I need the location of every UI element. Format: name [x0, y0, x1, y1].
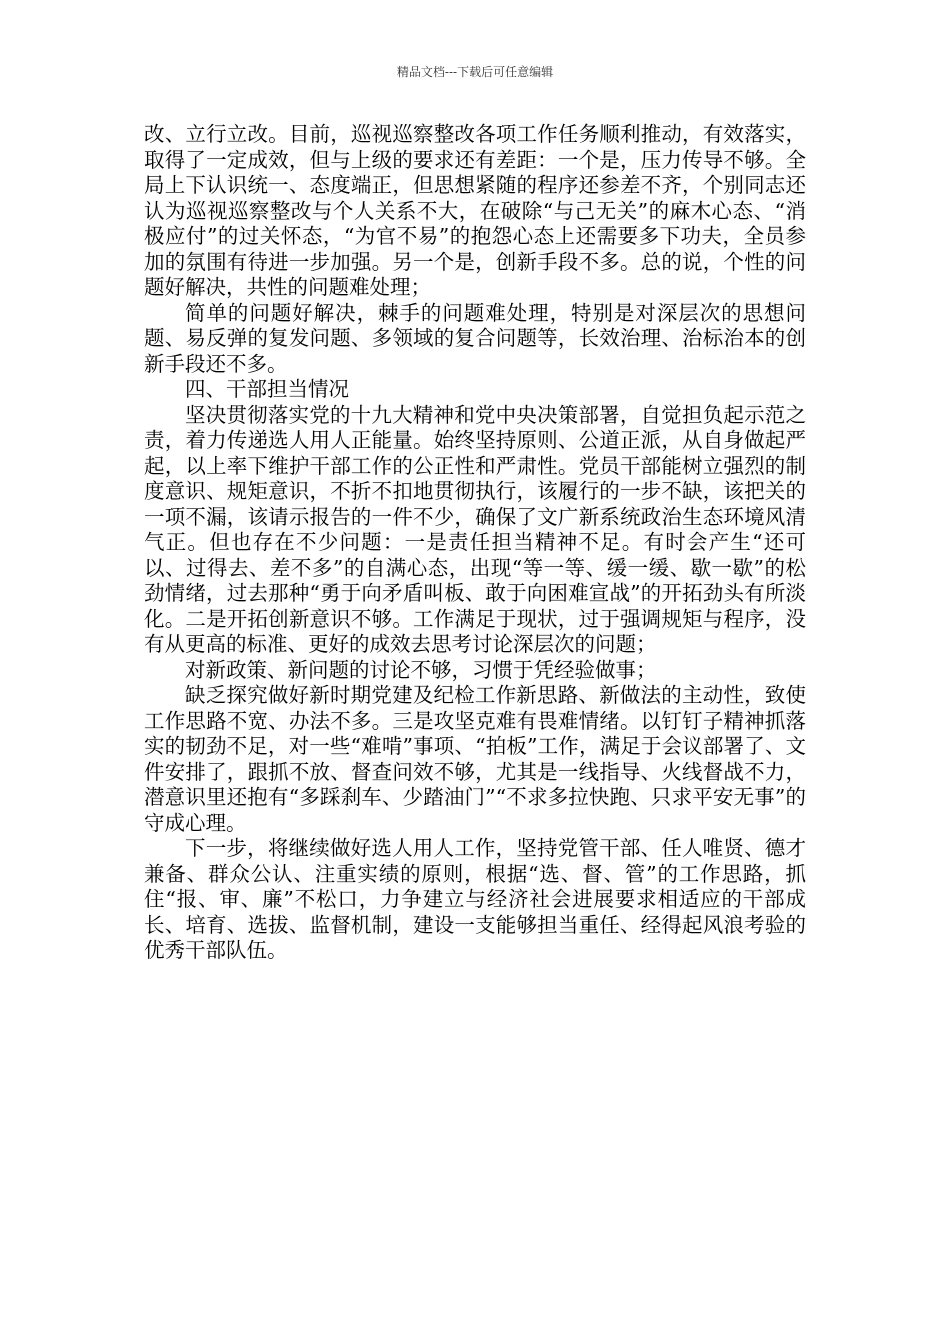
section-heading: 四、干部担当情况 [185, 377, 349, 401]
paragraph-4: 对新政策、新问题的讨论不够，习惯于凭经验做事； [185, 657, 657, 682]
paragraph-2: 简单的问题好解决，棘手的问题难处理，特别是对深层次的思想问题、易反弹的复发问题、多领域的复合问题等，长效治理、治标治本的创新手段还不多。 [144, 300, 806, 376]
page-header: 精品文档---下载后可任意编辑 [396, 65, 554, 79]
paragraph-6: 下一步，将继续做好选人用人工作，坚持党管干部、任人唯贤、德才兼备、群众公认、注重实绩的原则，根据“选、督、管”的工作思路，抓住“报、审、廉”不松口，力争建立与经济社会进展要求相适应的干部成长、培育、选拔、监督机制，建设一支能够担当重任、经得起风浪考验的优秀干部队伍。 [144, 836, 806, 962]
paragraph-5: 缺乏探究做好新时期党建及纪检工作新思路、新做法的主动性，致使工作思路不宽、办法不多。三是攻坚克难有畏难情绪。以钉钉子精神抓落实的韧劲不足，对一些“难啃”事项、“拍板”工作，满足于会议部署了、文件安排了，跟抓不放、督查问效不够，尤其是一线指导、火线督战不力，潜意识里还抱有“多踩刹车、少踏油门”“不求多拉快跑、只求平安无事”的守成心理。 [144, 683, 806, 835]
paragraph-3: 坚决贯彻落实党的十九大精神和党中央决策部署，自觉担负起示范之责，着力传递选人用人正能量。始终坚持原则、公道正派，从自身做起严起，以上率下维护干部工作的公正性和严肃性。党员干部能树立强烈的制度意识、规矩意识，不折不扣地贯彻执行，该履行的一步不缺，该把关的一项不漏，该请示报告的一件不少，确保了文广新系统政治生态环境风清气正。但也存在不少问题：一是责任担当精神不足。有时会产生“还可以、过得去、差不多”的自满心态，出现“等一等、缓一缓、歇一歇”的松劲情绪，过去那种“勇于向矛盾叫板、敢于向困难宣战”的开拓劲头有所淡化。二是开拓创新意识不够。工作满足于现状，过于强调规矩与程序，没有从更高的标准、更好的成效去思考讨论深层次的问题； [144, 402, 806, 656]
document-body [144, 122, 806, 964]
paragraph-1: 改、立行立改。目前，巡视巡察整改各项工作任务顺利推动，有效落实，取得了一定成效，但与上级的要求还有差距：一个是，压力传导不够。全局上下认识统一、态度端正，但思想紧随的程序还参差不齐，个别同志还认为巡视巡察整改与个人关系不大，在破除“与己无关”的麻木心态、“消极应付”的过关怀态，“为官不易”的抱怨心态上还需要多下功夫，全员参加的氛围有待进一步加强。另一个是，创新手段不多。总的说，个性的问题好解决，共性的问题难处理； [144, 122, 806, 299]
